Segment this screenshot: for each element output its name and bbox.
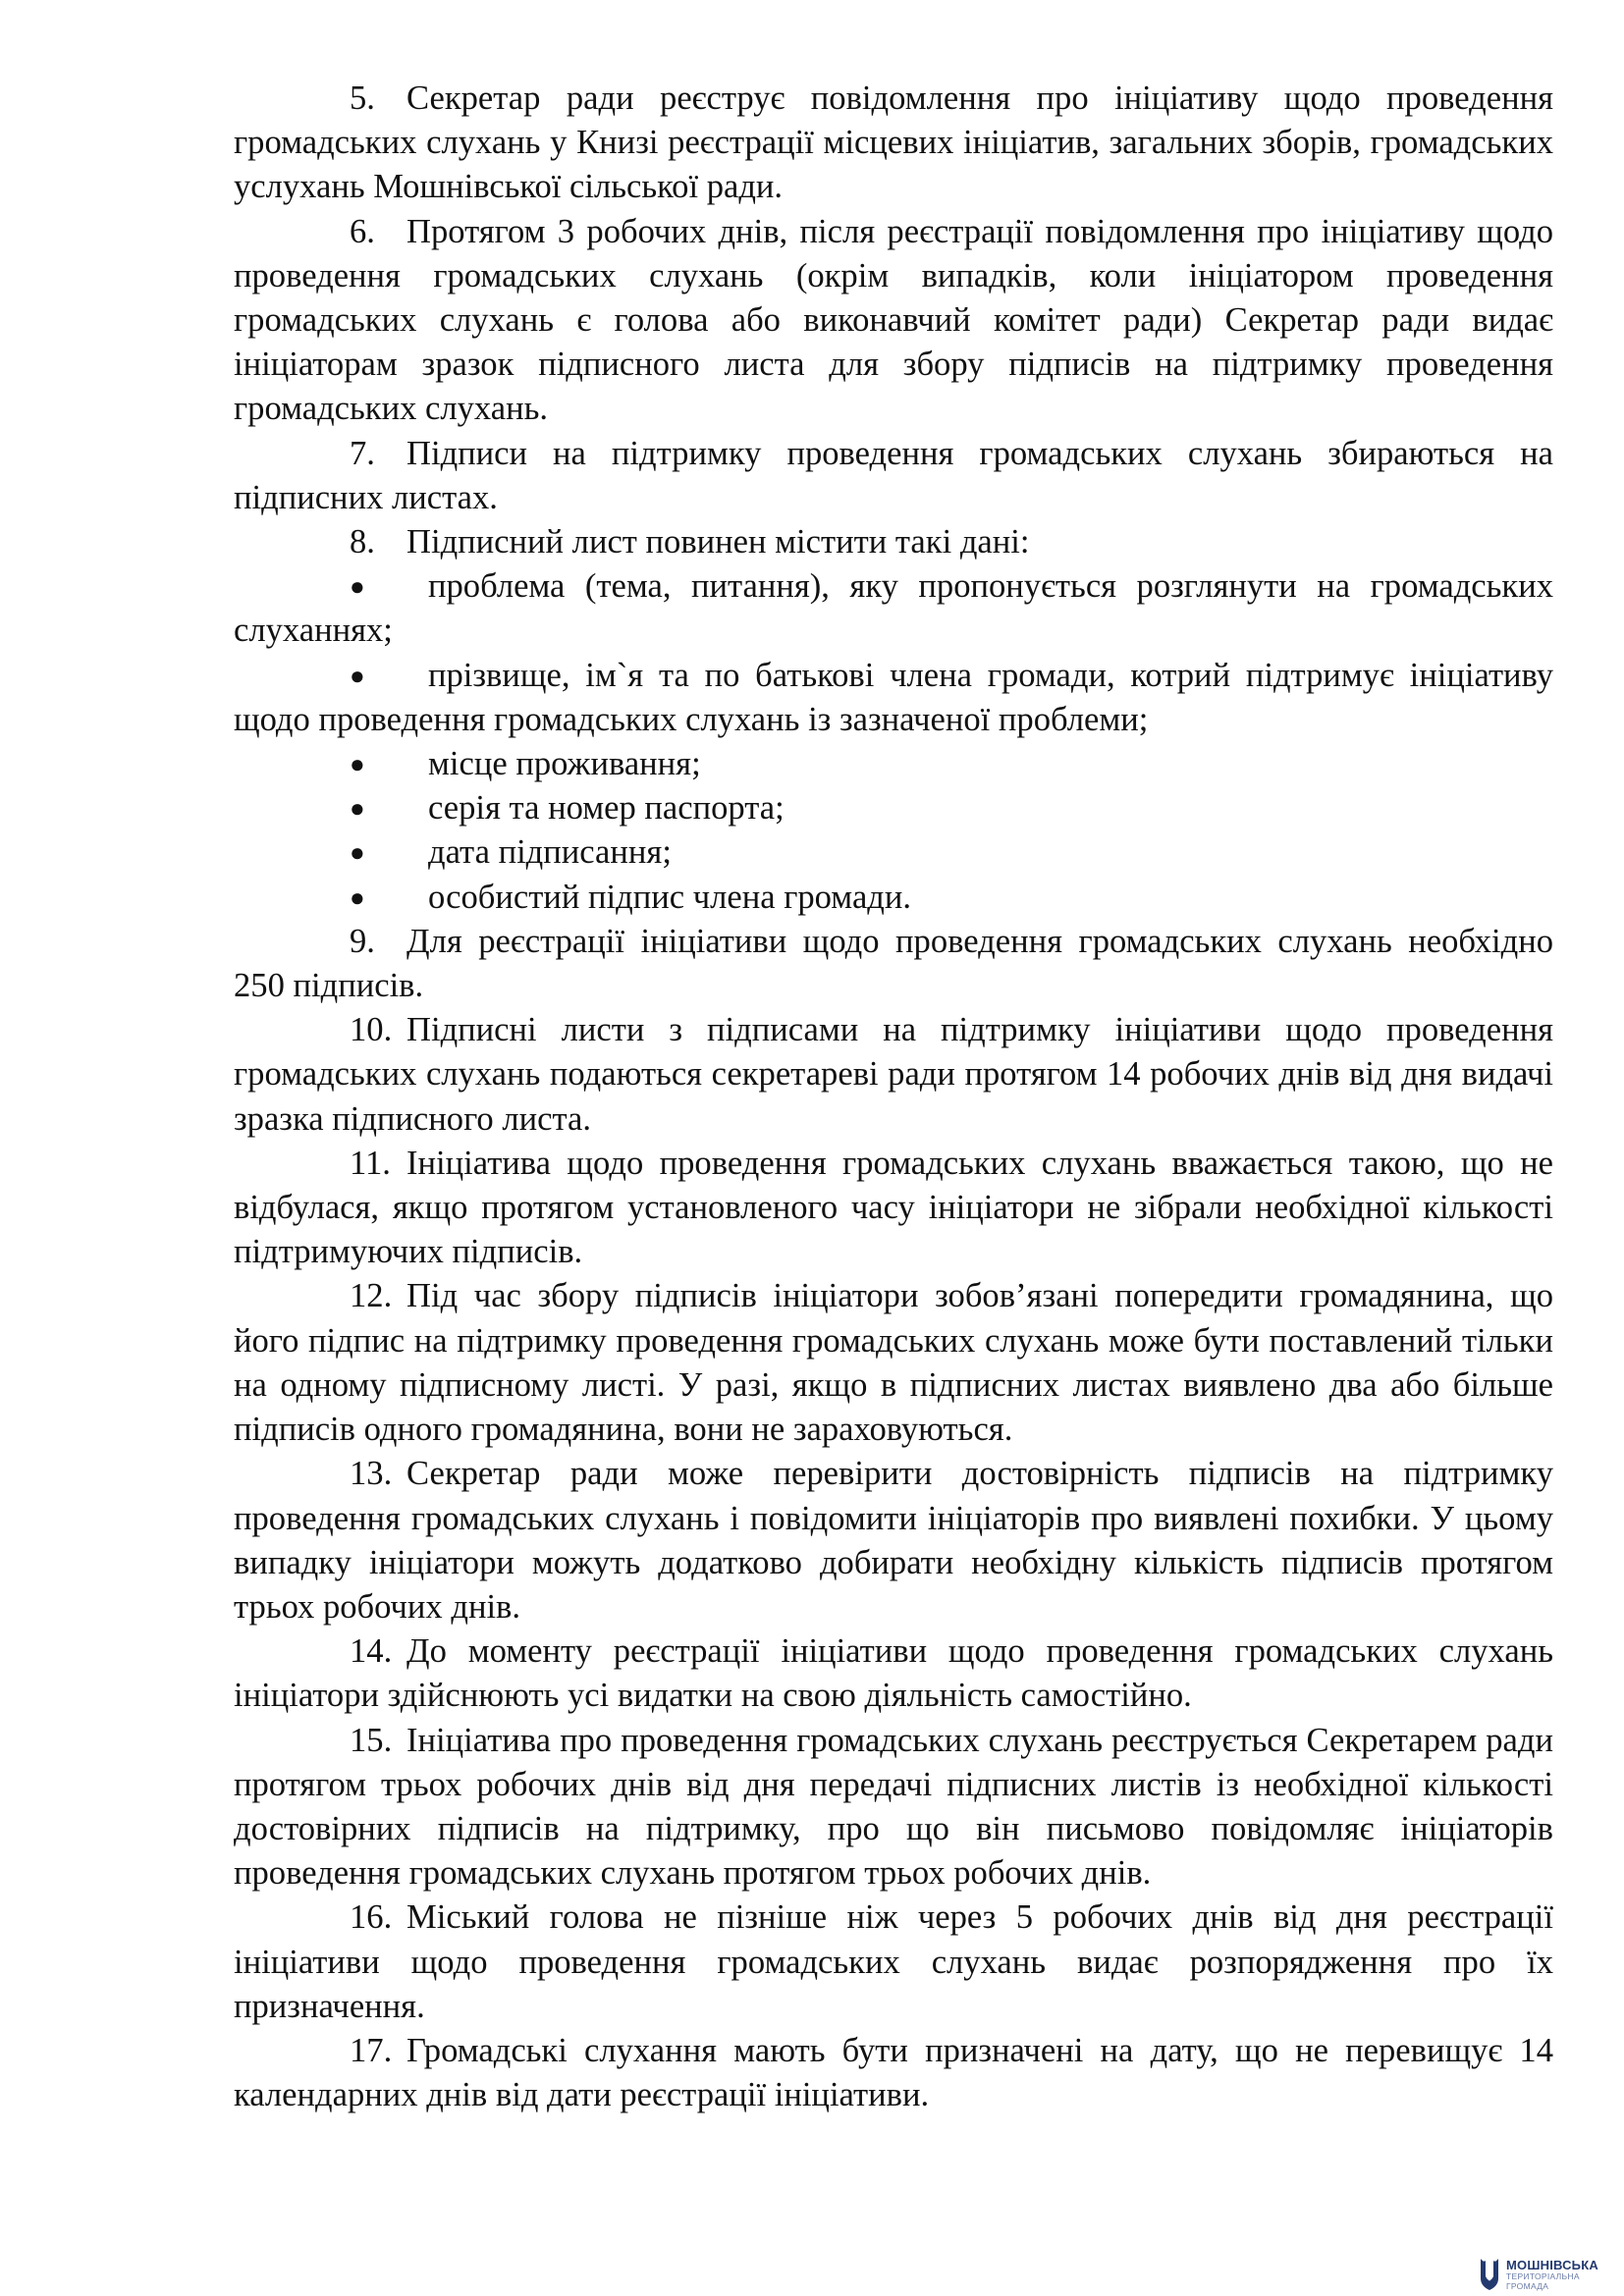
paragraph-number: 9. (350, 922, 375, 960)
bullet-icon: ● (350, 794, 365, 824)
paragraph-text: Протягом 3 робочих днів, після реєстрації повідомлення про ініціативу щодо проведення громадських слухань (окрім випадків, коли ініціатором проведення громадських слухань є голова або виконавчий комітет ради) Секретар ради видає ініціаторам зразок підписного листа для збору підписів на підтримку проведення громадських слухань. (234, 212, 1553, 428)
paragraph-17 (234, 2029, 1553, 2117)
bullet-icon: ● (350, 838, 365, 868)
paragraph-number: 13. (350, 1455, 393, 1493)
paragraph-10 (234, 1008, 1553, 1142)
paragraph-9 (234, 920, 1553, 1008)
paragraph-text: До моменту реєстрації ініціативи щодо проведення громадських слухань ініціатори здійснюють усі видатки на свою діяльність самостійно. (234, 1632, 1553, 1715)
paragraph-text: Підписні листи з підписами на підтримку ініціативи щодо проведення громадських слухань подаються секретареві ради протягом 14 робочих днів від дня видачі зразка підписного листа. (234, 1011, 1553, 1138)
paragraph-text: Ініціатива щодо проведення громадських слухань вважається такою, що не відбулася, якщо протягом установленого часу ініціатори не зібрали необхідної кількості підтримуючих підписів. (234, 1144, 1553, 1271)
paragraph-text: Для реєстрації ініціативи щодо проведення громадських слухань необхідно 250 підписів. (234, 922, 1553, 1005)
paragraph-8 (234, 520, 1553, 564)
paragraph-14 (234, 1629, 1553, 1718)
bullet-icon: ● (350, 750, 365, 779)
paragraph-text: Під час збору підписів ініціатори зобов’язані попередити громадянина, що його підпис на підтримку проведення громадських слухань може бути поставлений тільки на одному підписному листі. У разі, якщо в підписних листах виявлено два або більше підписів одного громадянина, вони не зараховуються. (234, 1277, 1553, 1449)
bullet-text: прізвище, ім`я та по батькові члена громади, котрий підтримує ініціативу щодо проведення громадських слухань із зазначеної проблеми; (234, 656, 1553, 738)
paragraph-text: Ініціатива про проведення громадських слухань реєструється Секретарем ради протягом трьох робочих днів від дня передачі підписних листів із необхідної кількості достовірних підписів на підтримку, про що він письмово повідомляє ініціаторів проведення громадських слухань протягом трьох робочих днів. (234, 1721, 1553, 1893)
paragraph-13 (234, 1452, 1553, 1629)
bullet-text: особистий підпис члена громади. (428, 878, 912, 916)
document-body (234, 77, 1553, 2117)
paragraph-number: 11. (350, 1144, 391, 1182)
paragraph-text: Підписний лист повинен містити такі дані: (406, 523, 1030, 561)
bullet-icon: ● (350, 661, 365, 690)
community-logo (1479, 2253, 1624, 2296)
paragraph-text: Секретар ради може перевірити достовірність підписів на підтримку проведення громадських слухань і повідомити ініціаторів про виявлені похибки. У цьому випадку ініціатори можуть додатково добирати необхідну кількість підписів протягом трьох робочих днів. (234, 1455, 1553, 1626)
bullet-item (234, 742, 1553, 786)
trident-emblem-icon (1479, 2257, 1500, 2292)
paragraph-number: 12. (350, 1277, 393, 1315)
paragraph-text: Підписи на підтримку проведення громадських слухань збираються на підписних листах. (234, 434, 1553, 516)
paragraph-6 (234, 210, 1553, 432)
bullet-item (234, 876, 1553, 920)
paragraph-number: 16. (350, 1898, 393, 1937)
paragraph-15 (234, 1719, 1553, 1896)
paragraph-number: 7. (350, 434, 375, 472)
bullet-text: дата підписання; (428, 833, 672, 872)
paragraph-text: Секретар ради реєструє повідомлення про ініціативу щодо проведення громадських слухань у Книзі реєстрації місцевих ініціатив, загальних зборів, громадських услухань Мошнівської сільської ради. (234, 80, 1553, 206)
bullet-text: місце проживання; (428, 745, 701, 783)
logo-title: МОШНІВСЬКА (1506, 2258, 1598, 2272)
bullet-item (234, 564, 1553, 653)
paragraph-5 (234, 77, 1553, 210)
paragraph-number: 15. (350, 1721, 393, 1759)
bullet-text: проблема (тема, питання), яку пропонується розглянути на громадських слуханнях; (234, 567, 1553, 650)
logo-subtitle: ТЕРИТОРІАЛЬНА (1506, 2271, 1580, 2281)
paragraph-text: Громадські слухання мають бути призначені на дату, що не перевищує 14 календарних днів від дати реєстрації ініціативи. (234, 2031, 1553, 2114)
paragraph-16 (234, 1896, 1553, 2029)
paragraph-number: 8. (350, 523, 375, 561)
paragraph-11 (234, 1142, 1553, 1275)
logo-subtitle: ГРОМАДА (1506, 2280, 1549, 2291)
paragraph-12 (234, 1274, 1553, 1452)
paragraph-number: 5. (350, 80, 375, 117)
bullet-item (234, 654, 1553, 742)
bullet-icon: ● (350, 882, 365, 912)
paragraph-number: 10. (350, 1011, 393, 1049)
paragraph-number: 14. (350, 1632, 393, 1671)
bullet-text: серія та номер паспорта; (428, 789, 785, 828)
paragraph-number: 17. (350, 2031, 393, 2069)
paragraph-number: 6. (350, 212, 375, 250)
bullet-item (234, 830, 1553, 875)
bullet-icon: ● (350, 572, 365, 602)
paragraph-7 (234, 432, 1553, 520)
paragraph-text: Міський голова не пізніше ніж через 5 робочих днів від дня реєстрації ініціативи щодо проведення громадських слухань видає розпорядження про їх призначення. (234, 1898, 1553, 2025)
bullet-item (234, 786, 1553, 830)
